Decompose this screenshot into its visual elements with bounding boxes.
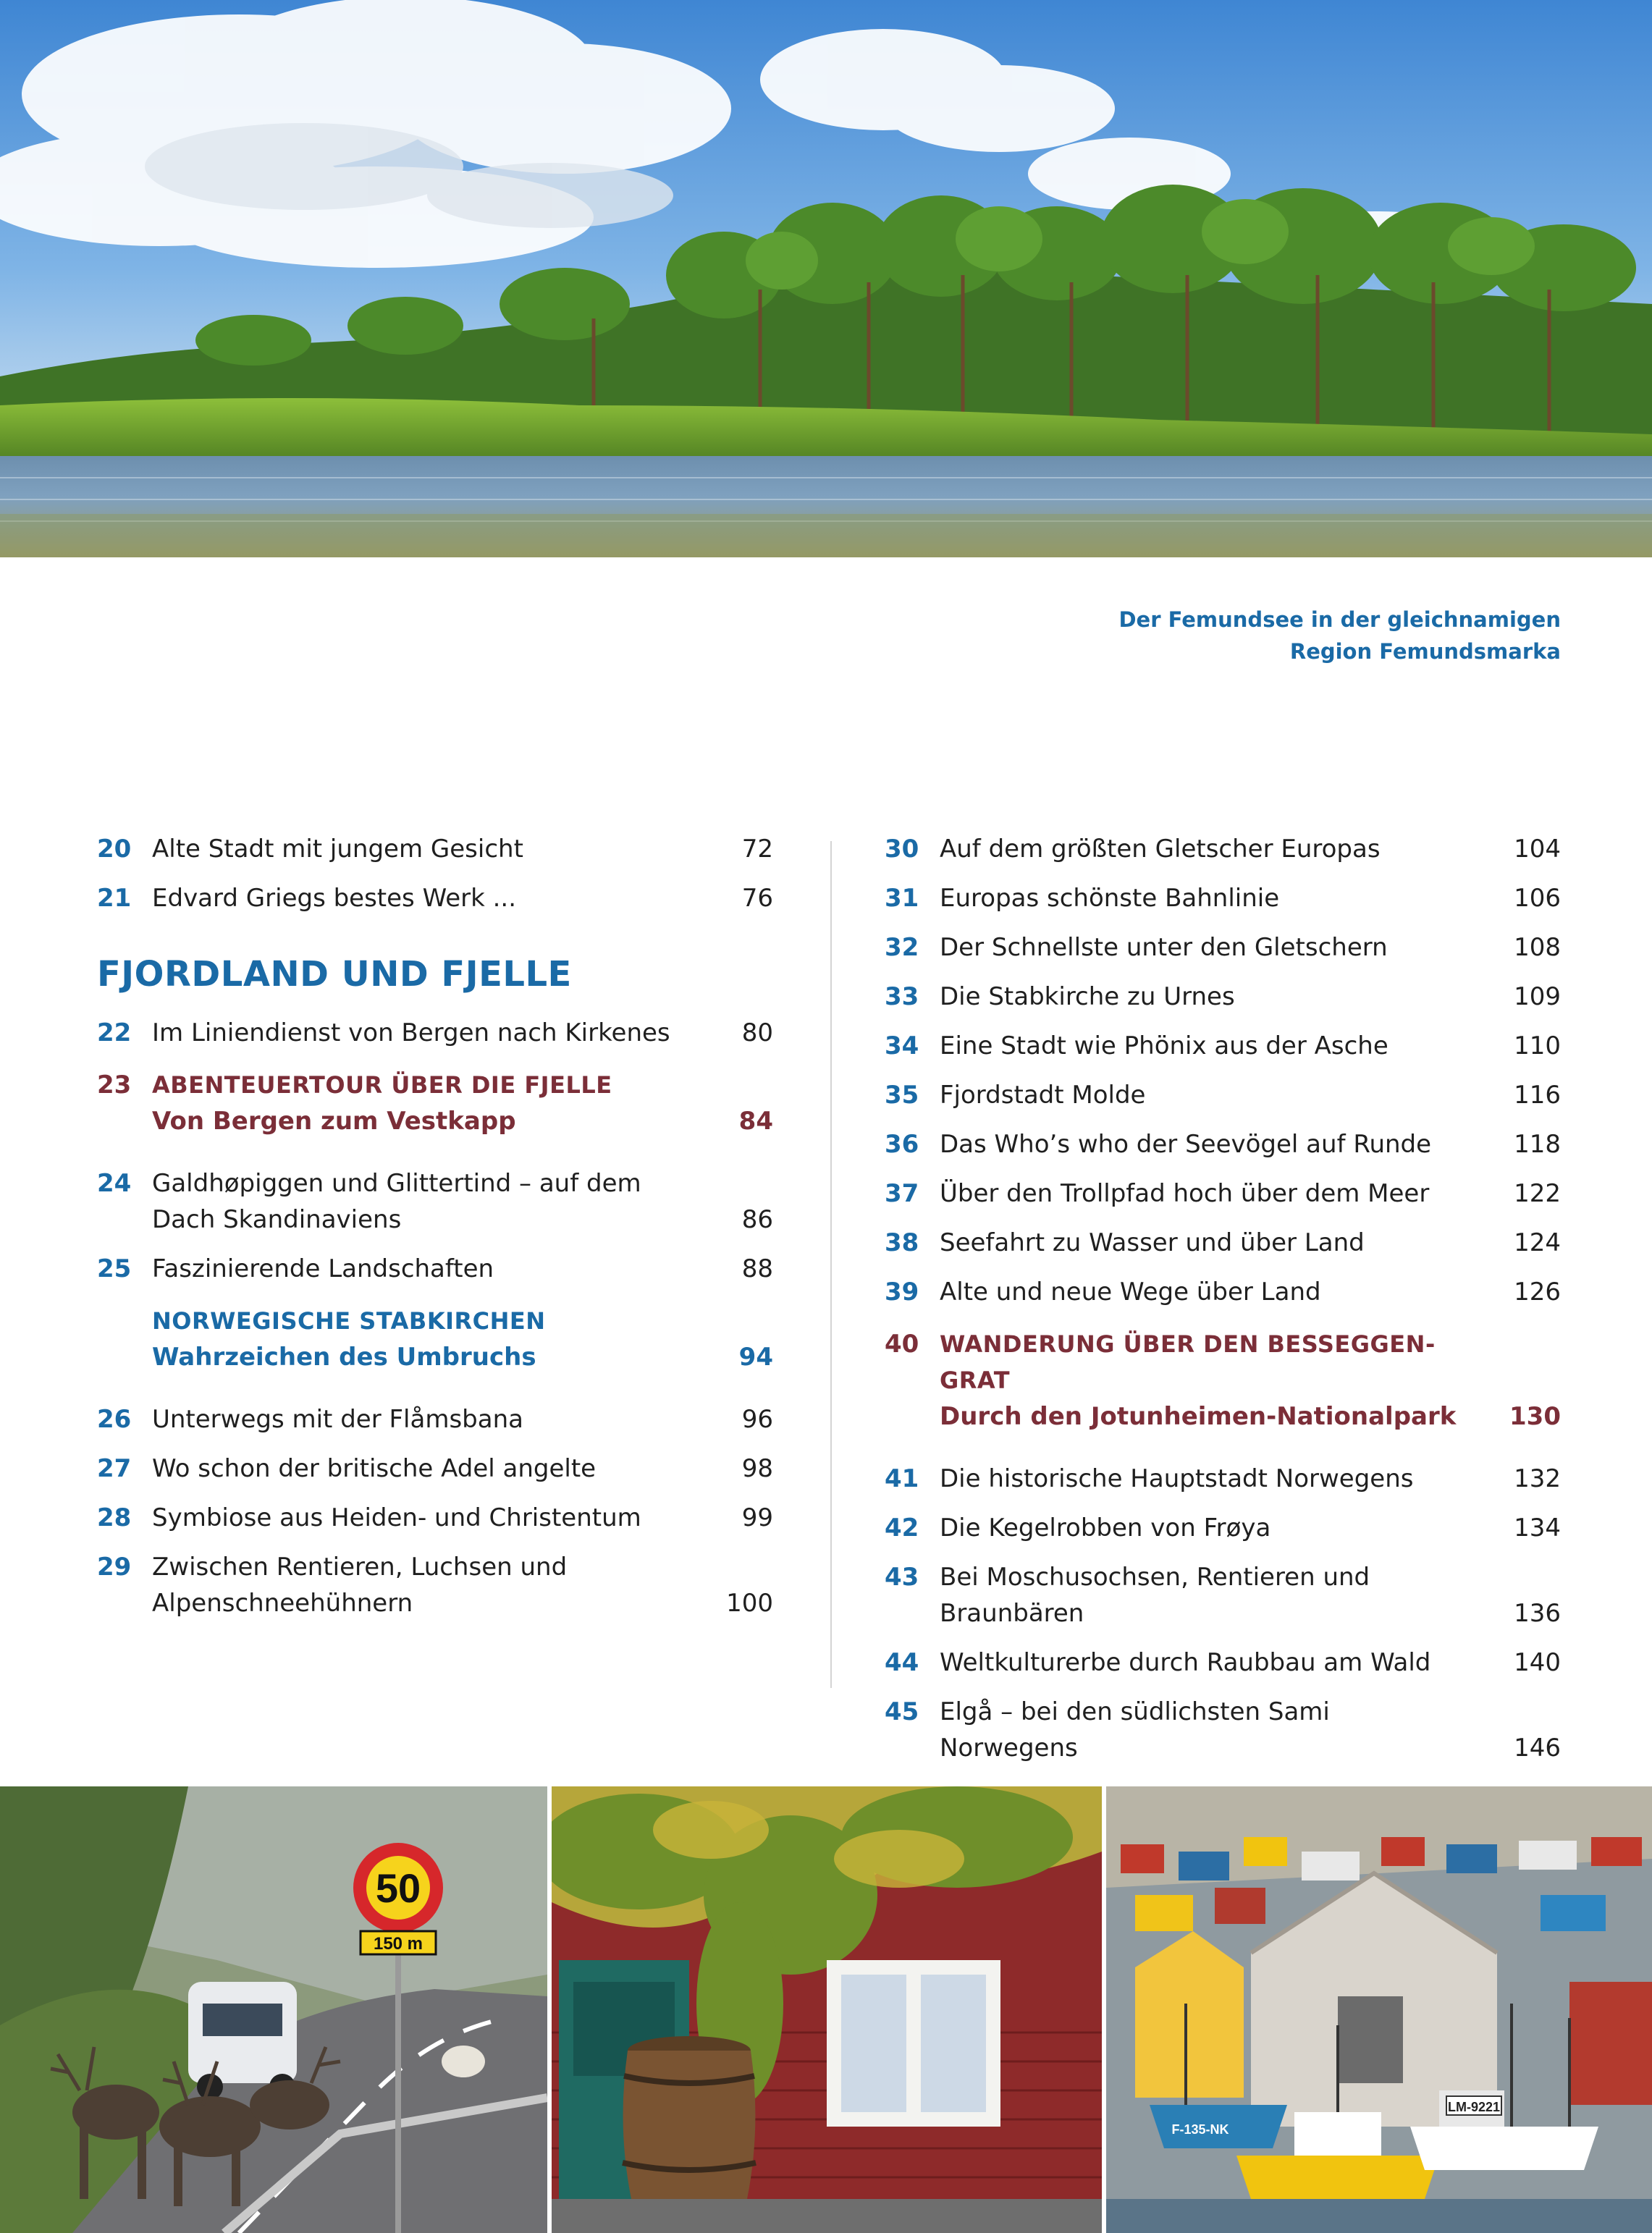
toc-entry-page: 146 (1514, 1734, 1561, 1763)
toc-entry-37[interactable] (885, 1175, 1561, 1212)
toc-entry-number: 30 (885, 835, 919, 864)
toc-entry-title: Über den Trollpfad hoch über dem Meer (940, 1179, 1430, 1208)
toc-feature-subtitle: Wahrzeichen des Umbruchs (152, 1343, 536, 1372)
toc-entry-title: Weltkulturerbe durch Raubbau am Wald (940, 1648, 1431, 1677)
toc-entry-title-line-2: Alpenschneehühnern (152, 1589, 413, 1618)
toc-feature-23[interactable] (97, 1067, 773, 1139)
toc-entry-page: 106 (1514, 884, 1561, 913)
toc-entry-page: 94 (738, 1343, 773, 1372)
toc-entry-page: 118 (1514, 1130, 1561, 1159)
toc-feature-40[interactable] (885, 1326, 1561, 1435)
toc-entry-number: 33 (885, 982, 919, 1011)
hero-photo-illustration (0, 0, 1652, 557)
toc-entry-24[interactable] (97, 1165, 773, 1238)
toc-entry-28[interactable] (97, 1500, 773, 1536)
toc-entry-number: 24 (97, 1169, 132, 1198)
section-heading-fjordland: FJORDLAND UND FJELLE (97, 954, 572, 995)
toc-entry-page: 86 (741, 1205, 773, 1234)
toc-entry-title: Wo schon der britische Adel angelte (152, 1454, 597, 1483)
photo-harbour (1106, 1786, 1652, 2233)
hero-photo-femundsee (0, 0, 1652, 557)
toc-entry-page: 88 (741, 1254, 773, 1283)
toc-entry-page: 96 (741, 1405, 773, 1434)
toc-entry-page: 136 (1514, 1599, 1561, 1628)
toc-entry-title: Faszinierende Landschaften (152, 1254, 494, 1283)
toc-entry-page: 130 (1509, 1402, 1561, 1431)
toc-entry-20[interactable] (97, 831, 773, 867)
harbour-illustration (1106, 1786, 1652, 2233)
red-house-illustration (552, 1786, 1102, 2233)
toc-entry-title: Alte Stadt mit jungem Gesicht (152, 835, 523, 864)
toc-entry-page: 108 (1514, 933, 1561, 962)
speed-sign-distance: 150 m (373, 1934, 423, 1954)
toc-entry-title-line-1: Galdhøpiggen und Glittertind – auf dem (152, 1169, 641, 1198)
toc-entry-page: 132 (1514, 1464, 1561, 1493)
toc-entry-title: Der Schnellste unter den Gletschern (940, 933, 1388, 962)
toc-entry-number: 40 (885, 1330, 919, 1359)
reindeer-road-illustration (0, 1786, 547, 2233)
toc-feature-title: NORWEGISCHE STABKIRCHEN (152, 1307, 546, 1335)
photo-caption (909, 604, 1561, 667)
toc-entry-number: 28 (97, 1503, 132, 1532)
toc-entry-number: 20 (97, 835, 132, 864)
caption-line-1: Der Femundsee in der gleichnamigen (1118, 607, 1561, 632)
toc-entry-number: 23 (97, 1071, 132, 1099)
toc-entry-number: 38 (885, 1228, 919, 1257)
boat-registration-2: F-135-NK (1171, 2122, 1229, 2137)
toc-entry-number: 27 (97, 1454, 132, 1483)
toc-entry-number: 39 (885, 1278, 919, 1307)
photo-red-house (552, 1786, 1102, 2233)
column-divider (830, 841, 832, 1688)
toc-entry-title: Die Stabkirche zu Urnes (940, 982, 1235, 1011)
toc-entry-title: Europas schönste Bahnlinie (940, 884, 1280, 913)
toc-entry-number: 36 (885, 1130, 919, 1159)
toc-entry-39[interactable] (885, 1274, 1561, 1310)
toc-entry-32[interactable] (885, 929, 1561, 966)
toc-feature-subtitle: Durch den Jotunheimen-Nationalpark (940, 1402, 1457, 1431)
toc-entry-page: 98 (741, 1454, 773, 1483)
caption-line-2: Region Femundsmarka (1289, 639, 1561, 664)
toc-entry-30[interactable] (885, 831, 1561, 867)
toc-feature-title: ABENTEUERTOUR ÜBER DIE FJELLE (152, 1071, 612, 1099)
toc-entry-title: Elgå – bei den südlichsten Sami Norwegens (940, 1697, 1330, 1763)
toc-entry-number: 43 (885, 1563, 919, 1592)
toc-entry-36[interactable] (885, 1126, 1561, 1162)
toc-entry-title: Alte und neue Wege über Land (940, 1278, 1321, 1307)
toc-entry-33[interactable] (885, 979, 1561, 1015)
toc-entry-page: 109 (1514, 982, 1561, 1011)
toc-entry-title: Im Liniendienst von Bergen nach Kirkenes (152, 1018, 670, 1047)
toc-entry-number: 34 (885, 1031, 919, 1060)
toc-entry-page: 76 (741, 884, 773, 913)
toc-entry-title-line-2: Dach Skandinaviens (152, 1205, 402, 1234)
toc-entry-page: 110 (1514, 1031, 1561, 1060)
toc-entry-22[interactable] (97, 1015, 773, 1051)
toc-feature-title: WANDERUNG ÜBER DEN BESSEGGEN-GRAT (940, 1330, 1436, 1394)
toc-entry-number: 32 (885, 933, 919, 962)
toc-entry-27[interactable] (97, 1451, 773, 1487)
speed-sign-value: 50 (375, 1865, 421, 1911)
toc-entry-page: 140 (1514, 1648, 1561, 1677)
toc-entry-21[interactable] (97, 880, 773, 916)
toc-entry-page: 134 (1514, 1514, 1561, 1542)
toc-entry-page: 80 (741, 1018, 773, 1047)
toc-entry-25[interactable] (97, 1251, 773, 1287)
toc-entry-page: 72 (741, 835, 773, 864)
toc-entry-number: 29 (97, 1553, 132, 1582)
toc-entry-44[interactable] (885, 1645, 1561, 1681)
toc-entry-title-line-1: Zwischen Rentieren, Luchsen und (152, 1553, 568, 1582)
toc-entry-41[interactable] (885, 1461, 1561, 1497)
toc-entry-number: 25 (97, 1254, 132, 1283)
toc-entry-page: 84 (738, 1107, 773, 1136)
toc-entry-title: Bei Moschusochsen, Rentieren und Braunbären (940, 1563, 1370, 1628)
toc-entry-title: Seefahrt zu Wasser und über Land (940, 1228, 1365, 1257)
toc-entry-29[interactable] (97, 1549, 773, 1621)
toc-entry-34[interactable] (885, 1028, 1561, 1064)
toc-entry-title: Fjordstadt Molde (940, 1081, 1146, 1110)
photo-reindeer-road (0, 1786, 547, 2233)
toc-entry-page: 104 (1514, 835, 1561, 864)
toc-entry-number: 26 (97, 1405, 132, 1434)
toc-feature-stabkirchen[interactable] (97, 1303, 773, 1375)
toc-entry-page: 124 (1514, 1228, 1561, 1257)
toc-entry-page: 100 (726, 1589, 773, 1618)
toc-entry-number: 31 (885, 884, 919, 913)
toc-entry-31[interactable] (885, 880, 1561, 916)
toc-entry-page: 122 (1514, 1179, 1561, 1208)
toc-entry-title: Auf dem größten Gletscher Europas (940, 835, 1381, 864)
toc-entry-title: Symbiose aus Heiden- und Christentum (152, 1503, 641, 1532)
toc-entry-title: Die historische Hauptstadt Norwegens (940, 1464, 1414, 1493)
toc-entry-number: 37 (885, 1179, 919, 1208)
toc-entry-35[interactable] (885, 1077, 1561, 1113)
toc-entry-number: 44 (885, 1648, 919, 1677)
toc-entry-number: 35 (885, 1081, 919, 1110)
toc-entry-number: 21 (97, 884, 132, 913)
toc-feature-subtitle: Von Bergen zum Vestkapp (152, 1107, 516, 1136)
toc-entry-45[interactable] (885, 1694, 1561, 1766)
toc-entry-38[interactable] (885, 1225, 1561, 1261)
toc-entry-title: Eine Stadt wie Phönix aus der Asche (940, 1031, 1388, 1060)
boat-registration-1: LM-9221 (1447, 2100, 1501, 2114)
toc-entry-number: 42 (885, 1514, 919, 1542)
toc-entry-number: 22 (97, 1018, 132, 1047)
toc-entry-number: 45 (885, 1697, 919, 1726)
toc-entry-43[interactable] (885, 1559, 1561, 1632)
toc-entry-title: Unterwegs mit der Flåmsbana (152, 1405, 523, 1434)
toc-left-column (97, 831, 773, 1634)
toc-entry-title: Edvard Griegs bestes Werk ... (152, 884, 517, 913)
toc-entry-page: 99 (741, 1503, 773, 1532)
toc-entry-42[interactable] (885, 1510, 1561, 1546)
toc-entry-26[interactable] (97, 1401, 773, 1438)
toc-entry-page: 126 (1514, 1278, 1561, 1307)
toc-entry-title: Die Kegelrobben von Frøya (940, 1514, 1271, 1542)
toc-right-column (885, 831, 1561, 1779)
toc-entry-number: 41 (885, 1464, 919, 1493)
toc-entry-title: Das Who’s who der Seevögel auf Runde (940, 1130, 1432, 1159)
toc-entry-page: 116 (1514, 1081, 1561, 1110)
